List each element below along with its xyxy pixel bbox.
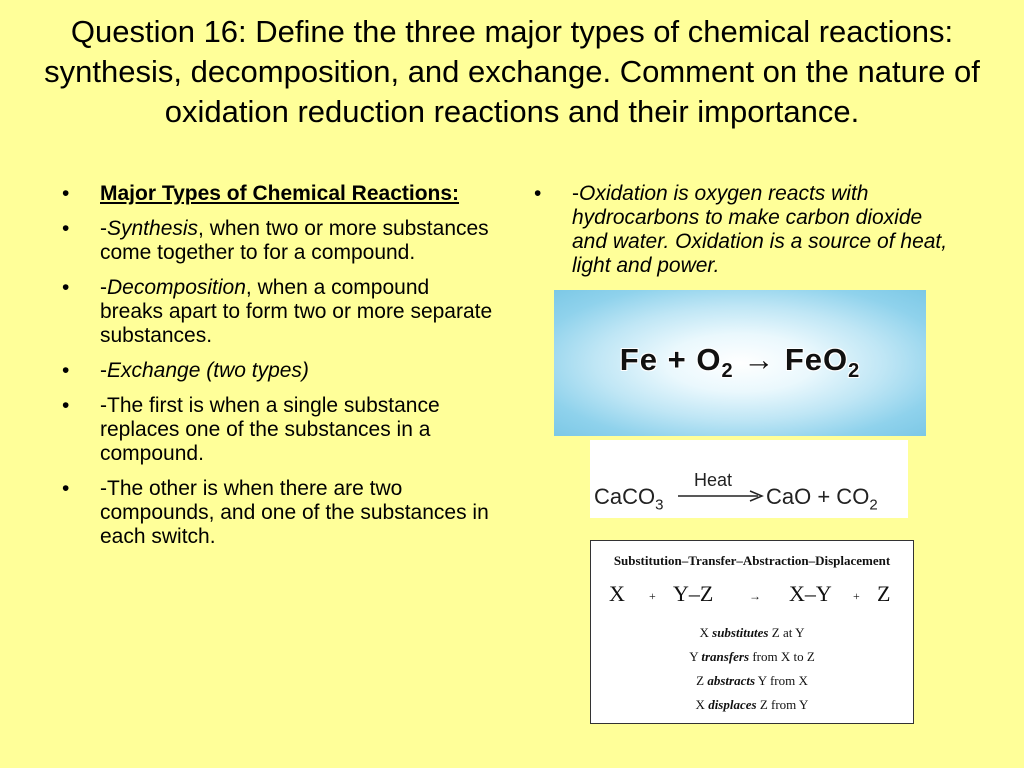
- feo-label: FeO: [784, 342, 849, 378]
- substitution-diagram-image: [590, 540, 914, 724]
- plus-sign: +: [667, 342, 687, 378]
- abstracts-line: Z abstracts Y from X: [696, 673, 808, 688]
- transfers-line: Y transfers from X to Z: [689, 649, 815, 664]
- list-item: [58, 359, 498, 383]
- dash: -: [572, 182, 579, 205]
- dash: -: [100, 217, 107, 240]
- products-label: CaO + $CO_2$: [766, 484, 878, 514]
- bullet-icon: •: [62, 394, 70, 417]
- reaction-arrow-icon: [678, 490, 766, 502]
- arrow-icon: →: [743, 342, 776, 378]
- iron-oxidation-equation: [620, 342, 860, 383]
- list-item: [58, 276, 498, 348]
- list-item: [58, 394, 498, 466]
- list-item: [58, 477, 498, 549]
- bullet-icon: •: [62, 359, 70, 382]
- iron-oxidation-image: [554, 290, 926, 436]
- right-bullet-list: [530, 182, 960, 289]
- bullet-icon: •: [62, 182, 70, 205]
- exchange-term: Exchange (two types): [107, 359, 309, 382]
- dash: -: [100, 359, 107, 382]
- caco3-label: CaCO$_3$: [594, 484, 664, 514]
- bullet-icon: •: [534, 182, 542, 205]
- fe-label: Fe: [619, 342, 658, 378]
- o-subscript: 2: [721, 360, 734, 383]
- list-item: [58, 182, 498, 206]
- dash: -: [100, 276, 107, 299]
- plus-sign: +: [853, 589, 860, 603]
- section-heading: Major Types of Chemical Reactions:: [100, 182, 460, 205]
- exchange-other-text: -The other is when there are two compounds, and one of the substances in each switch.: [100, 477, 489, 548]
- bullet-icon: •: [62, 217, 70, 240]
- displaces-line: X displaces Z from Y: [695, 697, 809, 712]
- arrow-icon: →: [749, 589, 761, 603]
- plus-sign: +: [649, 589, 656, 603]
- list-item: [530, 182, 960, 278]
- left-bullet-list: [58, 182, 498, 560]
- z-label: Z: [877, 581, 891, 606]
- bullet-icon: •: [62, 276, 70, 299]
- slide-title: Question 16: Define the three major types of chemical reactions: synthesis, decomposition, and exchange. Comment on the nature of oxidation reduction reactions and their importance.: [44, 14, 980, 129]
- synthesis-text: , when two or more substances come together to for a compound.: [100, 217, 489, 264]
- bullet-icon: •: [62, 477, 70, 500]
- substitution-equation: [591, 581, 913, 609]
- yz-label: Y–Z: [673, 581, 714, 606]
- heat-label: Heat: [694, 470, 733, 490]
- xy-label: X–Y: [789, 581, 832, 606]
- substitutes-line: X substitutes Z at Y: [699, 625, 805, 640]
- x-label: X: [609, 581, 625, 606]
- feo-subscript: 2: [848, 360, 861, 383]
- oxidation-text: Oxidation is oxygen reacts with hydrocarbons to make carbon dioxide and water. Oxidation is a source of heat, light and power.: [572, 182, 948, 277]
- synthesis-term: Synthesis: [107, 217, 199, 240]
- decomposition-text: , when a compound breaks apart to form two or more separate substances.: [100, 276, 493, 347]
- exchange-first-text: -The first is when a single substance replaces one of the substances in a compound.: [100, 394, 440, 465]
- calcium-carbonate-decomposition-image: [590, 440, 908, 518]
- decomposition-term: Decomposition: [107, 276, 246, 299]
- list-item: [58, 217, 498, 265]
- o-label: O: [696, 342, 722, 378]
- diagram-title: Substitution–Transfer–Abstraction–Displacement: [613, 553, 891, 568]
